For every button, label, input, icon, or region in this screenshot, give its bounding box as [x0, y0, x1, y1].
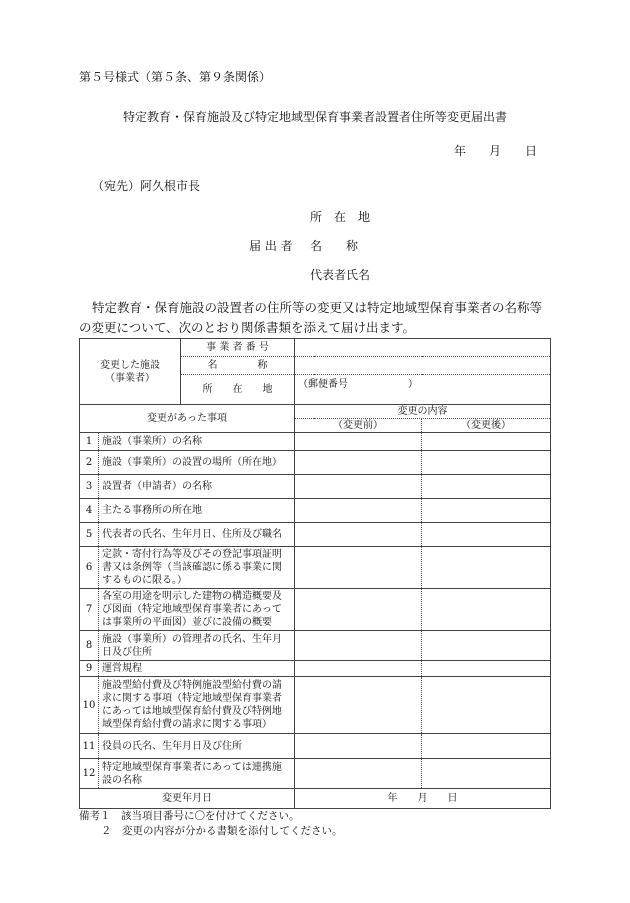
table-row	[80, 523, 551, 547]
facility-address-field[interactable]	[295, 375, 551, 405]
item-number[interactable]: 8	[80, 631, 99, 661]
item-number[interactable]: 2	[80, 451, 99, 475]
item-text: 施設（事業所）の管理者の氏名、生年月日及び住所	[99, 631, 295, 661]
item-number[interactable]: 7	[80, 589, 99, 631]
table-row	[80, 451, 551, 475]
facility-address-label: 所 在 地	[181, 375, 295, 405]
after-field[interactable]	[422, 475, 551, 499]
before-field[interactable]	[295, 631, 422, 661]
representative-name-label: 代表者氏名	[310, 268, 371, 282]
date-year: 年	[454, 144, 467, 158]
item-text: 役員の氏名、生年月日及び住所	[99, 734, 295, 759]
item-text: 主たる事務所の所在地	[99, 499, 295, 523]
after-field[interactable]	[422, 589, 551, 631]
before-field[interactable]	[295, 475, 422, 499]
after-field[interactable]	[422, 661, 551, 677]
table-row	[80, 547, 551, 589]
before-field[interactable]	[295, 677, 422, 734]
body-text: 特定教育・保育施設の設置者の住所等の変更又は特定地域型保育事業者の名称等の変更について、次のとおり関係書類を添えて届け出ます。	[79, 300, 543, 335]
notifier-label: 届 出 者	[249, 239, 293, 253]
date-day: 日	[525, 144, 538, 158]
table-row	[80, 475, 551, 499]
after-field[interactable]	[422, 433, 551, 451]
item-number[interactable]: 10	[80, 677, 99, 734]
notifier-location-label: 所 在 地	[310, 210, 371, 224]
item-text: 各室の用途を明示した建物の構造概要及び図面（特定地域型保育事業者にあっては事業所の平面図）並びに設備の概要	[99, 589, 295, 631]
after-field[interactable]	[422, 759, 551, 789]
before-field[interactable]	[295, 759, 422, 789]
before-field[interactable]	[295, 547, 422, 589]
facility-name-label: 名 称	[181, 357, 295, 375]
after-field[interactable]	[422, 499, 551, 523]
change-date-label: 変更年月日	[80, 789, 295, 809]
table-row	[80, 734, 551, 759]
changed-items-header: 変更があった事項	[80, 405, 295, 433]
form-number: 第５号様式（第５条、第９条関係）	[79, 70, 272, 84]
business-number-field[interactable]	[295, 339, 551, 357]
facility-name-field[interactable]	[295, 357, 551, 375]
before-header: （変更前）	[295, 419, 422, 433]
change-contents-header: 変更の内容	[295, 405, 551, 419]
before-field[interactable]	[295, 589, 422, 631]
table-row	[80, 589, 551, 631]
change-form-table	[79, 338, 551, 809]
item-text: 施設（事業所）の設置の場所（所在地）	[99, 451, 295, 475]
item-text: 特定地域型保育事業者にあっては連携施設の名称	[99, 759, 295, 789]
table-row	[80, 759, 551, 789]
after-field[interactable]	[422, 734, 551, 759]
before-field[interactable]	[295, 661, 422, 677]
after-field[interactable]	[422, 547, 551, 589]
item-number[interactable]: 12	[80, 759, 99, 789]
before-field[interactable]	[295, 433, 422, 451]
after-header: （変更後）	[422, 419, 551, 433]
change-date-field[interactable]: 年 月 日	[295, 789, 551, 809]
before-field[interactable]	[295, 451, 422, 475]
table-row	[80, 499, 551, 523]
item-text: 施設（事業所）の名称	[99, 433, 295, 451]
table-row	[80, 677, 551, 734]
addressee: （宛先）阿久根市長	[92, 179, 201, 193]
item-number[interactable]: 3	[80, 475, 99, 499]
item-text: 代表者の氏名、生年月日、住所及び職名	[99, 523, 295, 547]
item-number[interactable]: 5	[80, 523, 99, 547]
note-2: ２ 変更の内容が分かる書類を添付してください。	[101, 825, 343, 837]
document-title: 特定教育・保育施設及び特定地域型保育事業者設置者住所等変更届出書	[122, 110, 507, 124]
before-field[interactable]	[295, 499, 422, 523]
item-number[interactable]: 1	[80, 433, 99, 451]
after-field[interactable]	[422, 677, 551, 734]
item-text: 運営規程	[99, 661, 295, 677]
after-field[interactable]	[422, 523, 551, 547]
table-row	[80, 631, 551, 661]
before-field[interactable]	[295, 523, 422, 547]
facility-label: 変更した施設 （事業者）	[80, 339, 181, 405]
item-text: 施設型給付費及び特例施設型給付費の請求に関する事項（特定地域型保育事業者にあっては地域型保育給付費及び特例地域型保育給付費の請求に関する事項）	[99, 677, 295, 734]
item-number[interactable]: 11	[80, 734, 99, 759]
before-field[interactable]	[295, 734, 422, 759]
after-field[interactable]	[422, 451, 551, 475]
date-month: 月	[489, 144, 502, 158]
postal-code-label: （郵便番号 ）	[298, 379, 418, 390]
note-1: 備考１ 該当項目番号に〇を付けてください。	[79, 810, 300, 822]
after-field[interactable]	[422, 631, 551, 661]
notifier-name-label: 名 称	[310, 239, 359, 253]
item-number[interactable]: 6	[80, 547, 99, 589]
item-number[interactable]: 9	[80, 661, 99, 677]
item-text: 設置者（申請者）の名称	[99, 475, 295, 499]
table-row	[80, 661, 551, 677]
item-number[interactable]: 4	[80, 499, 99, 523]
item-text: 定款・寄付行為等及びその登記事項証明書又は条例等（当該確認に係る事業に関するものに限る。）	[99, 547, 295, 589]
table-row	[80, 433, 551, 451]
business-number-label: 事 業 者 番 号	[181, 339, 295, 357]
